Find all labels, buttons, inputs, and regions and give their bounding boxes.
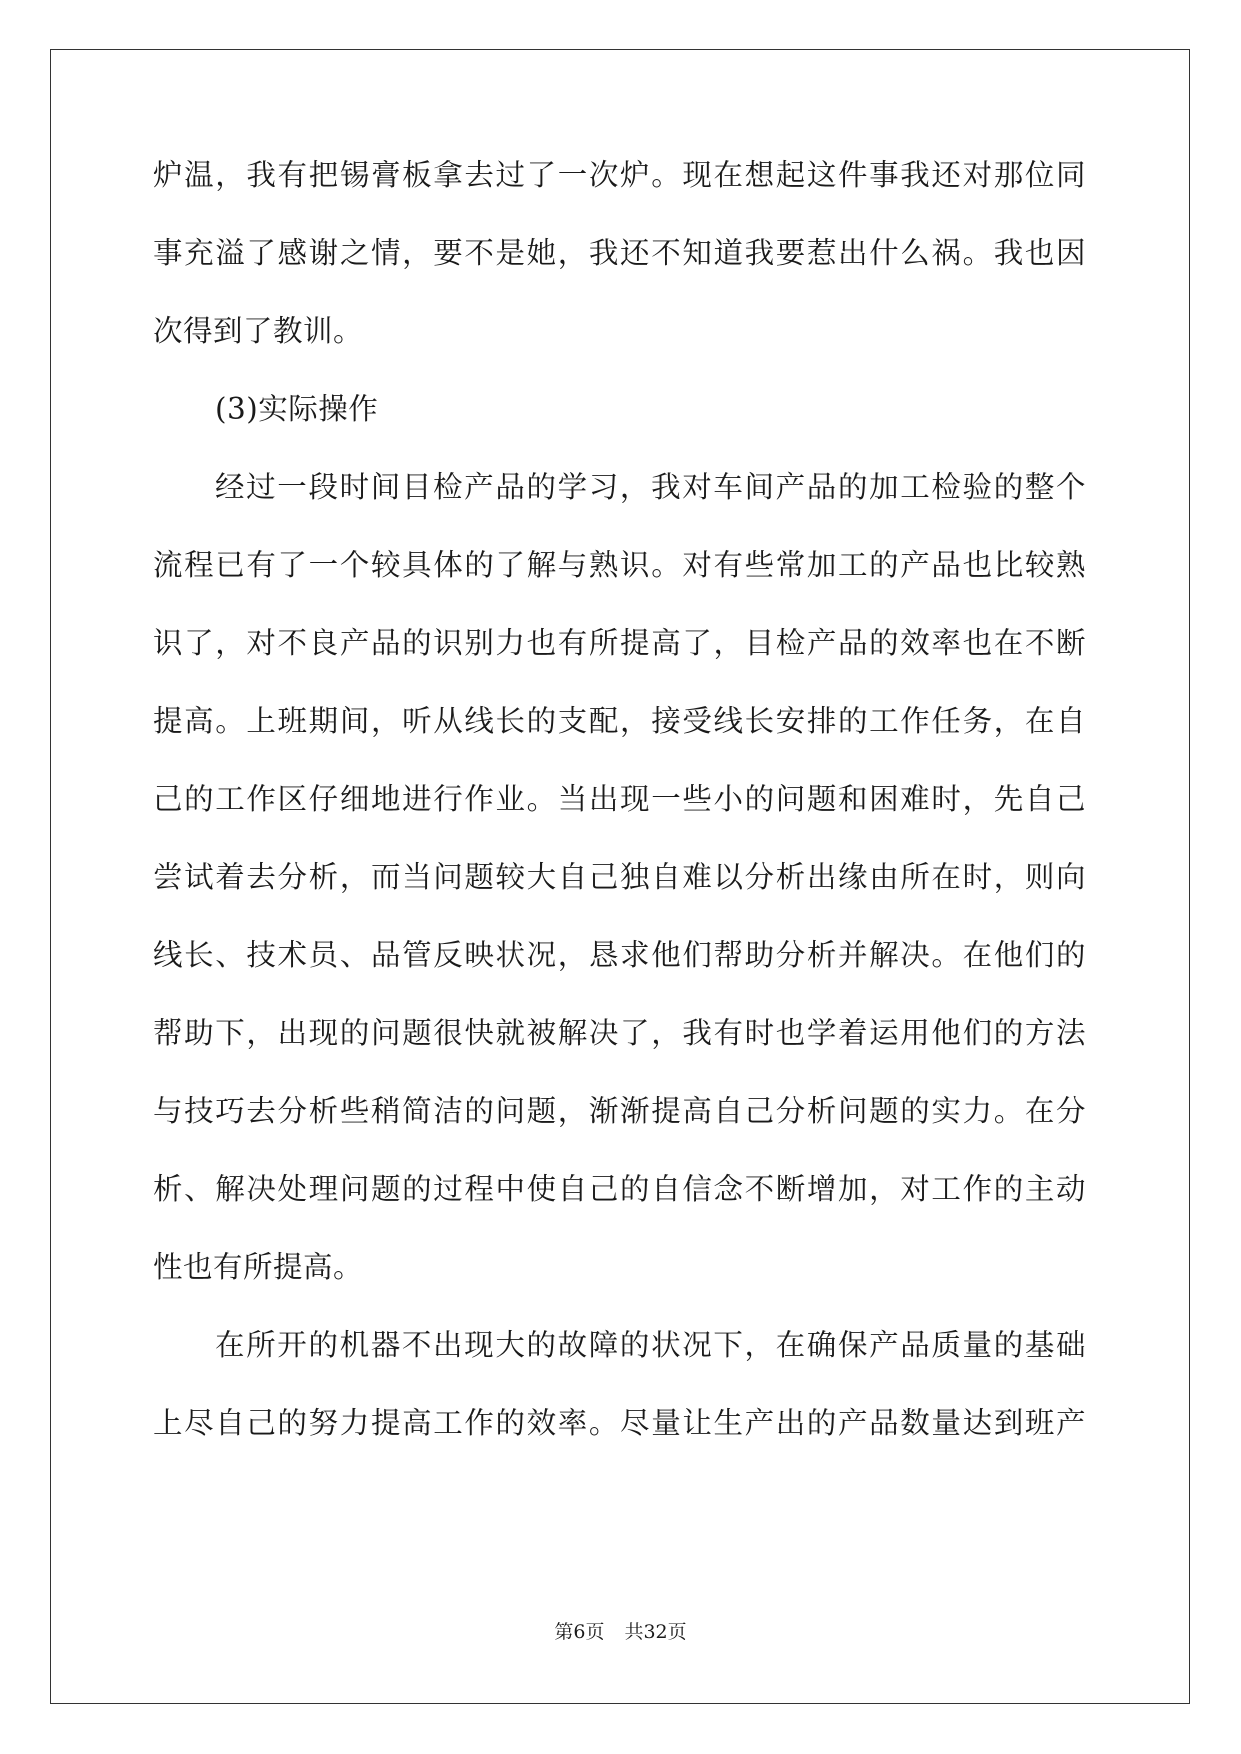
text-line: 次得到了教训。 <box>153 314 364 348</box>
text-line: 性也有所提高。 <box>153 1250 364 1284</box>
page-footer <box>0 1620 1241 1644</box>
text-line: 事充溢了感谢之情，要不是她，我还不知道我要惹出什么祸。我也因 <box>153 236 1086 270</box>
text-line: 帮助下，出现的问题很快就被解决了，我有时也学着运用他们的方法 <box>153 1016 1086 1050</box>
page-number: 第6页 <box>554 1621 605 1643</box>
text-line: 经过一段时间目检产品的学习，我对车间产品的加工检验的整个 <box>215 470 1086 504</box>
text-line: 炉温，我有把锡膏板拿去过了一次炉。现在想起这件事我还对那位同 <box>153 158 1086 192</box>
text-line: 流程已有了一个较具体的了解与熟识。对有些常加工的产品也比较熟 <box>153 548 1086 582</box>
text-line: 线长、技术员、品管反映状况，恳求他们帮助分析并解决。在他们的 <box>153 938 1086 972</box>
page-total: 共32页 <box>624 1621 687 1643</box>
text-line: 提高。上班期间，听从线长的支配，接受线长安排的工作任务，在自 <box>153 704 1086 738</box>
text-line: 己的工作区仔细地进行作业。当出现一些小的问题和困难时，先自己 <box>153 782 1086 816</box>
text-line: 尝试着去分析，而当问题较大自己独自难以分析出缘由所在时，则向 <box>153 860 1086 894</box>
text-line: 上尽自己的努力提高工作的效率。尽量让生产出的产品数量达到班产 <box>153 1406 1086 1440</box>
text-line: 在所开的机器不出现大的故障的状况下，在确保产品质量的基础 <box>215 1328 1086 1362</box>
text-line: 识了，对不良产品的识别力也有所提高了，目检产品的效率也在不断 <box>153 626 1086 660</box>
section-heading: (3)实际操作 <box>215 392 379 426</box>
text-line: 析、解决处理问题的过程中使自己的自信念不断增加，对工作的主动 <box>153 1172 1086 1206</box>
text-line: 与技巧去分析些稍简洁的问题，渐渐提高自己分析问题的实力。在分 <box>153 1094 1086 1128</box>
